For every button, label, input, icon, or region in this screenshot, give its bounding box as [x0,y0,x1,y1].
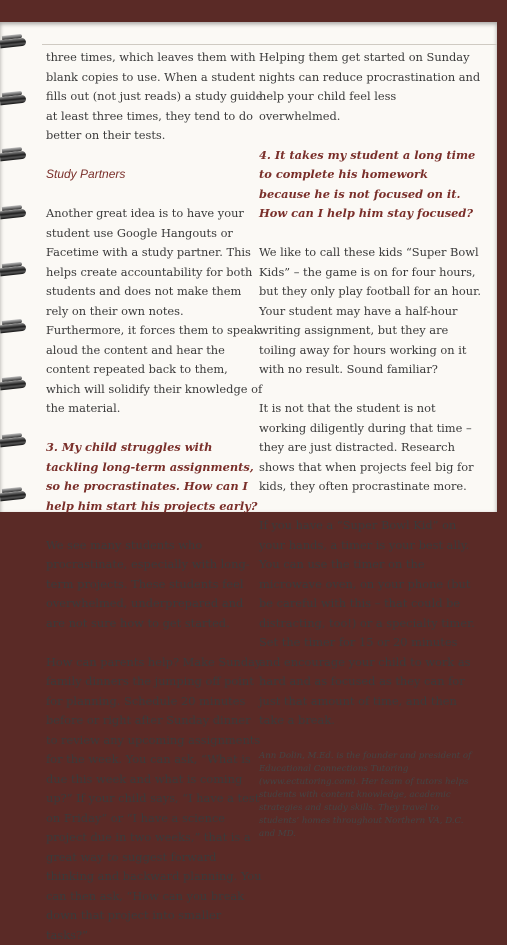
binding-ring [0,147,28,165]
subheading-study-partners: Study Partners [46,165,264,185]
paragraph: Helping them get started on Sunday nights can reduce procrastination and help your child feel less overwhelmed. [259,48,481,126]
paragraph: three times, which leaves them with blank copies to use. When a student fills out (not just reads) a study guide at least three times, they tend to do better on their tests. [46,48,264,146]
page-rule [42,44,497,45]
binding-ring [0,433,28,451]
binding-ring [0,91,28,109]
binding-ring [0,205,28,223]
leather-cover [0,0,507,22]
author-bio: Ann Dolin, M.Ed. is the founder and president of Educational Connections Tutoring (www.ectutoring.com). Her team of tutors helps students with content knowledge, academic strategies and study skills. They travel to students’ homes throughout Northern VA, D.C. and MD. [259,750,481,841]
paragraph: Another great idea is to have your student use Google Hangouts or Facetime with a study partner. This helps create accountability for both students and does not make them rely on their own notes. Furthermore, it forces them to speak aloud the content and hear the content repeated back to them, which will solidify their knowledge of the material. [46,204,264,419]
question-heading: 3. My child struggles with tackling long-term assignments, so he procrastinates. How can I help him start his projects early? [46,438,264,516]
paragraph: We like to call these kids “Super Bowl Kids” – the game is on for four hours, but they only play football for an hour. Your student may have a half-hour writing assignment, but they are toiling away for hours working on it with no result. Sound familiar? [259,243,481,380]
left-column [46,48,264,945]
paragraph: How can parents help? Make Sunday family dinners the jumping off point for planning. Schedule 20 minutes before or right after Sunday dinner to review any upcoming assignments for the week. You can ask, “What is due this week and what is coming up?” If your child says, “I have a test on Friday” or “I have a science project due in two weeks,” that is a great way to suggest forward thinking and backward planning. You can then ask, “How can you break down that project into smaller tasks?” [46,653,264,945]
binding-ring [0,376,28,394]
binding-ring [0,34,28,52]
paragraph: If you have a “Super Bowl Kid” on your hands, a timer is your best ally. You can use the timer on the microwave oven, on your phone (but be careful with this – that could be distracting, too!) or a specialty timer. Set the timer for 15 or 20 minutes and encourage your child to work as hard and as focused as they can for just that amount of time, and then take a break. [259,516,481,731]
spiral-binding [0,22,32,512]
right-column [259,48,481,861]
binding-ring [0,319,28,337]
paragraph: We see many students who procrastinate, especially with long-term projects. These students feel overwhelmed, underprepared and are not sure how to get started. [46,536,264,634]
paragraph: It is not that the student is not working diligently during that time – they are just distracted. Research shows that when projects feel big for kids, they often procrastinate more. [259,399,481,497]
binding-ring [0,487,28,505]
binding-ring [0,262,28,280]
question-heading: 4. It takes my student a long time to complete his homework because he is not focused on it. How can I help him stay focused? [259,146,481,224]
